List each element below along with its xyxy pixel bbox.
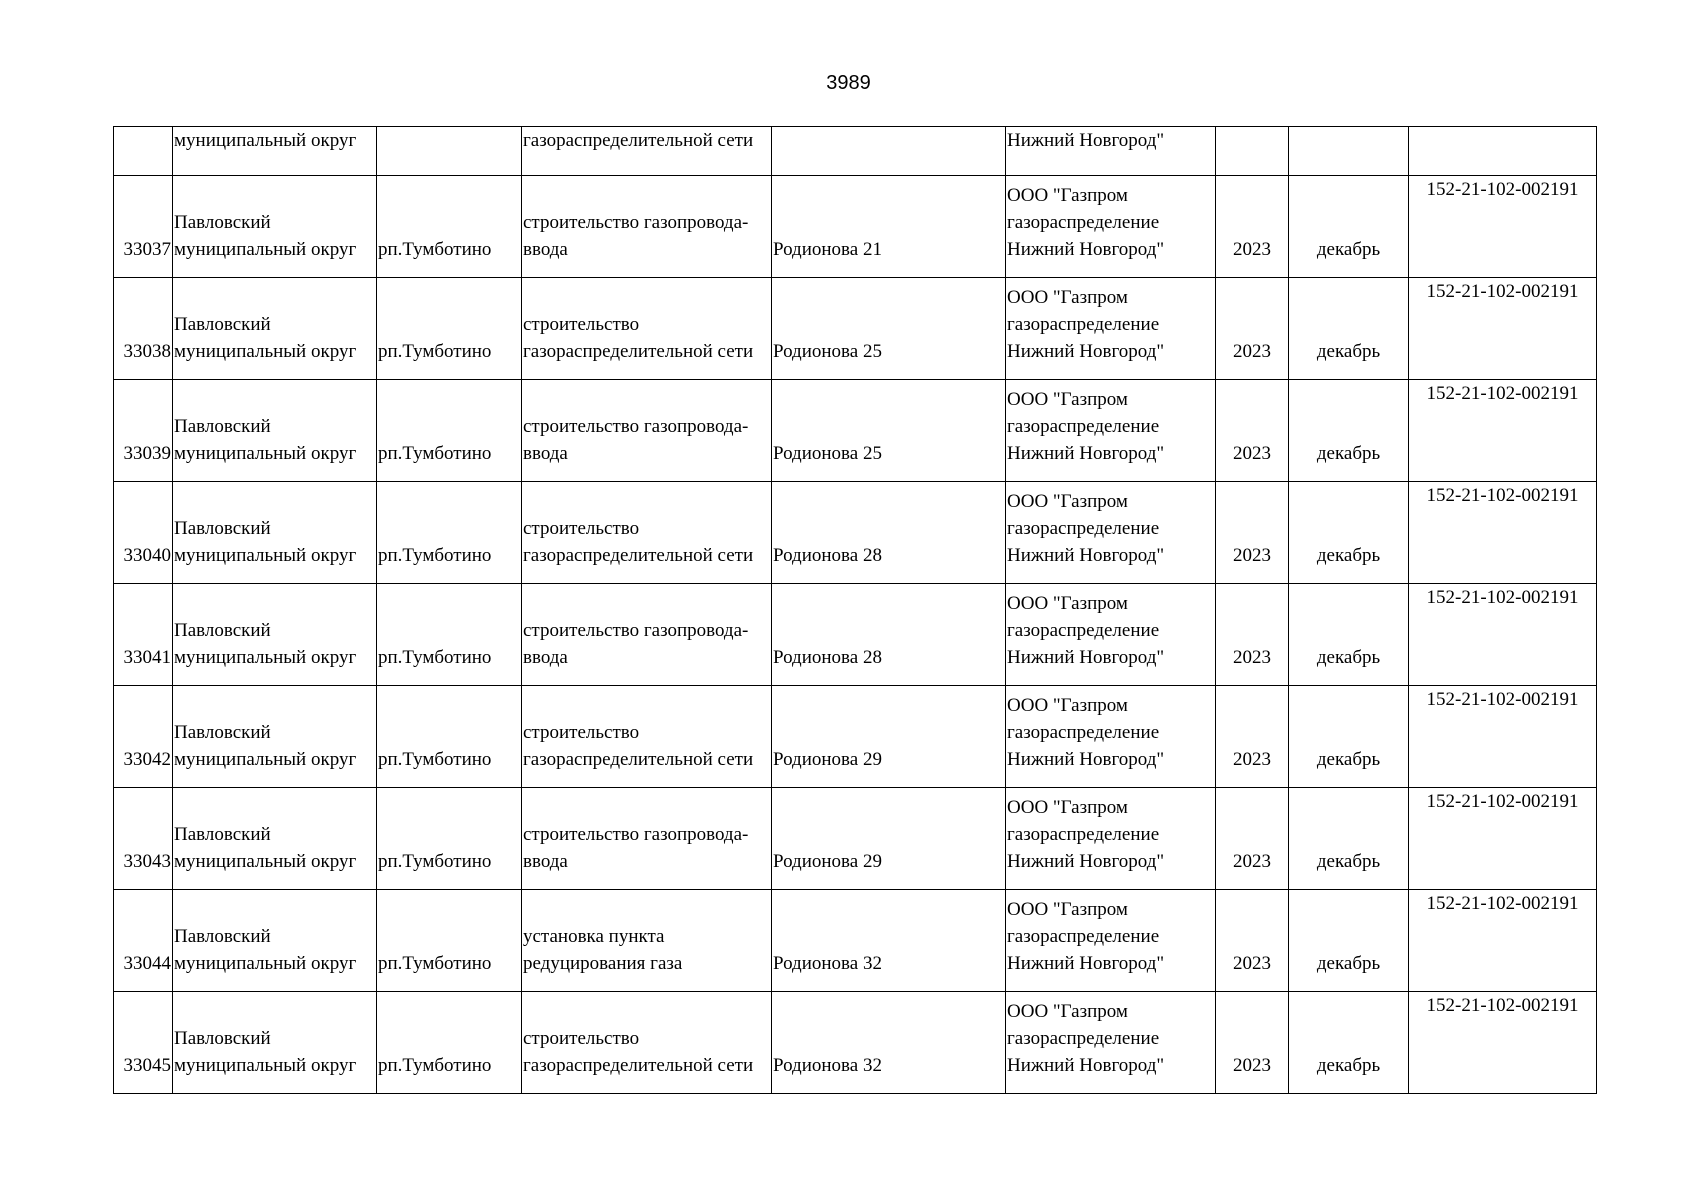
cell-num (114, 127, 173, 176)
cell-district: Павловский муниципальный округ (173, 278, 377, 380)
cell-district: муниципальный округ (173, 127, 377, 176)
cell-code (1409, 127, 1597, 176)
cell-operator: ООО "Газпром газораспределение Нижний Новгород" (1006, 890, 1216, 992)
cell-operator: ООО "Газпром газораспределение Нижний Новгород" (1006, 686, 1216, 788)
cell-locality: рп.Тумботино (377, 584, 522, 686)
table-row (114, 482, 1597, 584)
cell-work: строительство газопровода- ввода (522, 380, 772, 482)
cell-operator: ООО "Газпром газораспределение Нижний Новгород" (1006, 788, 1216, 890)
cell-month (1289, 127, 1409, 176)
cell-operator: ООО "Газпром газораспределение Нижний Новгород" (1006, 278, 1216, 380)
cell-year: 2023 (1216, 278, 1289, 380)
cell-code: 152-21-102-002191 (1409, 992, 1597, 1094)
cell-num: 33044 (114, 890, 173, 992)
cell-address: Родионова 28 (772, 584, 1006, 686)
cell-address: Родионова 25 (772, 278, 1006, 380)
cell-year: 2023 (1216, 890, 1289, 992)
cell-year: 2023 (1216, 380, 1289, 482)
registry-table (113, 126, 1597, 1094)
cell-code: 152-21-102-002191 (1409, 380, 1597, 482)
cell-year: 2023 (1216, 584, 1289, 686)
table-row (114, 686, 1597, 788)
cell-num: 33042 (114, 686, 173, 788)
cell-num: 33043 (114, 788, 173, 890)
registry-table-body (114, 127, 1597, 1094)
cell-code: 152-21-102-002191 (1409, 176, 1597, 278)
cell-work: установка пункта редуцирования газа (522, 890, 772, 992)
cell-locality: рп.Тумботино (377, 176, 522, 278)
table-row (114, 890, 1597, 992)
cell-num: 33037 (114, 176, 173, 278)
cell-num: 33045 (114, 992, 173, 1094)
cell-locality: рп.Тумботино (377, 788, 522, 890)
table-row (114, 380, 1597, 482)
table-row (114, 992, 1597, 1094)
cell-work: строительство газопровода- ввода (522, 176, 772, 278)
cell-month: декабрь (1289, 380, 1409, 482)
cell-year: 2023 (1216, 788, 1289, 890)
cell-year: 2023 (1216, 992, 1289, 1094)
cell-locality: рп.Тумботино (377, 380, 522, 482)
cell-locality: рп.Тумботино (377, 278, 522, 380)
cell-code: 152-21-102-002191 (1409, 686, 1597, 788)
cell-operator: ООО "Газпром газораспределение Нижний Новгород" (1006, 380, 1216, 482)
cell-district: Павловский муниципальный округ (173, 686, 377, 788)
cell-address: Родионова 29 (772, 686, 1006, 788)
cell-district: Павловский муниципальный округ (173, 890, 377, 992)
cell-month: декабрь (1289, 788, 1409, 890)
cell-num: 33038 (114, 278, 173, 380)
cell-locality (377, 127, 522, 176)
cell-operator: ООО "Газпром газораспределение Нижний Новгород" (1006, 482, 1216, 584)
cell-code: 152-21-102-002191 (1409, 788, 1597, 890)
cell-work: строительство газопровода- ввода (522, 788, 772, 890)
continuation-row (114, 127, 1597, 176)
cell-operator: ООО "Газпром газораспределение Нижний Новгород" (1006, 992, 1216, 1094)
cell-work: строительство газораспределительной сети (522, 992, 772, 1094)
cell-month: декабрь (1289, 278, 1409, 380)
cell-operator: Нижний Новгород" (1006, 127, 1216, 176)
cell-address: Родионова 21 (772, 176, 1006, 278)
table-row (114, 176, 1597, 278)
cell-num: 33041 (114, 584, 173, 686)
cell-work: строительство газораспределительной сети (522, 686, 772, 788)
cell-locality: рп.Тумботино (377, 686, 522, 788)
cell-address: Родионова 32 (772, 890, 1006, 992)
cell-work: строительство газораспределительной сети (522, 278, 772, 380)
cell-work: строительство газораспределительной сети (522, 482, 772, 584)
cell-locality: рп.Тумботино (377, 992, 522, 1094)
cell-address: Родионова 32 (772, 992, 1006, 1094)
cell-num: 33039 (114, 380, 173, 482)
cell-operator: ООО "Газпром газораспределение Нижний Новгород" (1006, 584, 1216, 686)
cell-year: 2023 (1216, 176, 1289, 278)
cell-locality: рп.Тумботино (377, 482, 522, 584)
cell-month: декабрь (1289, 686, 1409, 788)
cell-district: Павловский муниципальный округ (173, 584, 377, 686)
cell-year (1216, 127, 1289, 176)
cell-month: декабрь (1289, 890, 1409, 992)
cell-month: декабрь (1289, 482, 1409, 584)
cell-district: Павловский муниципальный округ (173, 788, 377, 890)
cell-district: Павловский муниципальный округ (173, 992, 377, 1094)
table-row (114, 278, 1597, 380)
page-number: 3989 (826, 72, 871, 94)
cell-num: 33040 (114, 482, 173, 584)
cell-year: 2023 (1216, 482, 1289, 584)
cell-address: Родионова 28 (772, 482, 1006, 584)
cell-code: 152-21-102-002191 (1409, 482, 1597, 584)
cell-month: декабрь (1289, 992, 1409, 1094)
cell-district: Павловский муниципальный округ (173, 380, 377, 482)
cell-address: Родионова 29 (772, 788, 1006, 890)
cell-month: декабрь (1289, 584, 1409, 686)
cell-month: декабрь (1289, 176, 1409, 278)
cell-work: газораспределительной сети (522, 127, 772, 176)
cell-code: 152-21-102-002191 (1409, 890, 1597, 992)
cell-address: Родионова 25 (772, 380, 1006, 482)
cell-year: 2023 (1216, 686, 1289, 788)
table-row (114, 788, 1597, 890)
cell-address (772, 127, 1006, 176)
cell-district: Павловский муниципальный округ (173, 482, 377, 584)
cell-operator: ООО "Газпром газораспределение Нижний Новгород" (1006, 176, 1216, 278)
table-row (114, 584, 1597, 686)
cell-work: строительство газопровода- ввода (522, 584, 772, 686)
cell-code: 152-21-102-002191 (1409, 278, 1597, 380)
cell-code: 152-21-102-002191 (1409, 584, 1597, 686)
cell-district: Павловский муниципальный округ (173, 176, 377, 278)
cell-locality: рп.Тумботино (377, 890, 522, 992)
